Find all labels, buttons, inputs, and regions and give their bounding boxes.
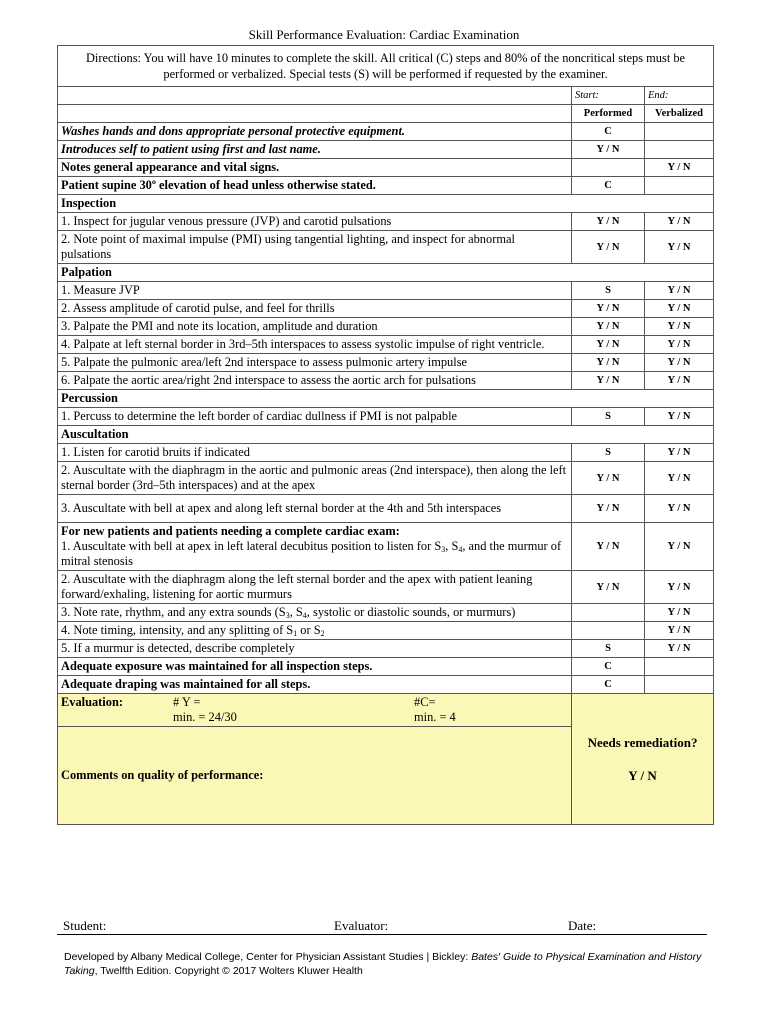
- step-text: 4. Palpate at left sternal border in 3rd–5th interspaces to assess systolic impulse of right ventricle.: [58, 336, 572, 354]
- remediation-cell: [572, 694, 714, 825]
- start-end-row: [58, 87, 714, 105]
- verbalized-cell: [645, 676, 714, 694]
- section-percussion: Percussion: [58, 390, 714, 408]
- performed-cell: Y / N: [572, 571, 645, 604]
- end-label: End:: [645, 87, 714, 105]
- verbalized-cell: Y / N: [645, 444, 714, 462]
- y-min-label: min. = 24/30: [173, 710, 237, 724]
- table-row: [58, 231, 714, 264]
- comments-label: Comments on quality of performance:: [61, 768, 264, 782]
- table-row: [58, 658, 714, 676]
- step-text: 6. Palpate the aortic area/right 2nd interspace to assess the aortic arch for pulsations: [58, 372, 572, 390]
- table-row: [58, 444, 714, 462]
- verbalized-cell: Y / N: [645, 282, 714, 300]
- verbalized-cell: Y / N: [645, 231, 714, 264]
- table-row: [58, 300, 714, 318]
- performed-cell: Y / N: [572, 354, 645, 372]
- step-text: 1. Measure JVP: [58, 282, 572, 300]
- table-row: [58, 676, 714, 694]
- verbalized-cell: Y / N: [645, 300, 714, 318]
- section-auscultation: Auscultation: [58, 426, 714, 444]
- page-title: Skill Performance Evaluation: Cardiac Examination: [248, 27, 520, 42]
- verbalized-cell: [645, 658, 714, 676]
- performed-cell: Y / N: [572, 141, 645, 159]
- evaluation-label: Evaluation:: [61, 695, 123, 709]
- step-text: [58, 622, 572, 640]
- step-text-b: or S: [297, 623, 321, 637]
- table-row: [58, 408, 714, 426]
- step-text: Adequate exposure was maintained for all inspection steps.: [58, 658, 572, 676]
- performed-cell: Y / N: [572, 318, 645, 336]
- table-row: [58, 604, 714, 622]
- section-row: [58, 390, 714, 408]
- col-verbalized: Verbalized: [645, 105, 714, 123]
- step-text-b: , S: [445, 539, 459, 553]
- table-row: [58, 336, 714, 354]
- subscript: 4: [458, 545, 463, 554]
- performed-cell: [572, 604, 645, 622]
- evaluation-cell: [58, 694, 572, 727]
- verbalized-cell: Y / N: [645, 462, 714, 495]
- directions-text: Directions: You will have 10 minutes to complete the skill. All critical (C) steps and 80% of the noncritical steps must be performed or verbalized. Special tests (S) will be performed if requested by the examiner.: [58, 46, 714, 87]
- section-inspection: Inspection: [58, 195, 714, 213]
- step-text: 5. Palpate the pulmonic area/left 2nd interspace to assess pulmonic artery impulse: [58, 354, 572, 372]
- step-text: 2. Assess amplitude of carotid pulse, and feel for thrills: [58, 300, 572, 318]
- table-row: [58, 523, 714, 571]
- performed-cell: C: [572, 676, 645, 694]
- table-row: [58, 622, 714, 640]
- table-row: [58, 177, 714, 195]
- verbalized-cell: Y / N: [645, 213, 714, 231]
- footer-book-title: Bates' Guide to Physical Examination and History Taking: [64, 951, 702, 977]
- step-text: 2. Auscultate with the diaphragm in the aortic and pulmonic areas (2nd interspace), then along the left sternal border (3rd–5th interspaces) and at the apex: [58, 462, 572, 495]
- verbalized-cell: [645, 141, 714, 159]
- footer-credit: [64, 950, 724, 978]
- verbalized-cell: Y / N: [645, 408, 714, 426]
- step-text-a: 3. Note rate, rhythm, and any extra sounds (S: [61, 605, 286, 619]
- step-text-c: , and the murmur of mitral stenosis: [61, 539, 562, 568]
- performed-cell: Y / N: [572, 523, 645, 571]
- step-text: Patient supine 30º elevation of head unless otherwise stated.: [58, 177, 572, 195]
- performed-cell: Y / N: [572, 495, 645, 523]
- table-row: [58, 462, 714, 495]
- evaluation-row: [58, 694, 714, 727]
- performed-cell: S: [572, 282, 645, 300]
- performed-cell: C: [572, 658, 645, 676]
- subscript: 4: [302, 611, 307, 620]
- footer-suffix: , Twelfth Edition. Copyright © 2017 Wolters Kluwer Health: [94, 965, 363, 977]
- performed-cell: [572, 622, 645, 640]
- performed-cell: S: [572, 444, 645, 462]
- table-row: [58, 495, 714, 523]
- table-row: [58, 372, 714, 390]
- verbalized-cell: Y / N: [645, 640, 714, 658]
- table-row: [58, 213, 714, 231]
- verbalized-cell: Y / N: [645, 523, 714, 571]
- performed-cell: Y / N: [572, 213, 645, 231]
- verbalized-cell: Y / N: [645, 159, 714, 177]
- step-text: [58, 523, 572, 571]
- verbalized-cell: Y / N: [645, 336, 714, 354]
- col-performed: Performed: [572, 105, 645, 123]
- table-row: [58, 354, 714, 372]
- step-text: 1. Percuss to determine the left border of cardiac dullness if PMI is not palpable: [58, 408, 572, 426]
- verbalized-cell: Y / N: [645, 622, 714, 640]
- signature-line: [57, 916, 707, 935]
- table-row: [58, 640, 714, 658]
- verbalized-cell: Y / N: [645, 354, 714, 372]
- table-row: [58, 141, 714, 159]
- performed-cell: S: [572, 640, 645, 658]
- subscript: 2: [320, 629, 325, 638]
- section-palpation: Palpation: [58, 264, 714, 282]
- step-text: Notes general appearance and vital signs.: [58, 159, 572, 177]
- table-row: [58, 123, 714, 141]
- student-label: Student:: [63, 918, 107, 933]
- table-row: [58, 159, 714, 177]
- step-text-a: 1. Auscultate with bell at apex in left lateral decubitus position to listen for S: [61, 539, 442, 553]
- directions-row: [58, 46, 714, 87]
- performed-cell: S: [572, 408, 645, 426]
- date-label: Date:: [568, 918, 597, 933]
- subscript: 1: [293, 629, 298, 638]
- step-text: 2. Auscultate with the diaphragm along the left sternal border and the apex with patient leaning forward/exhaling, listening for aortic murmurs: [58, 571, 572, 604]
- verbalized-cell: [645, 123, 714, 141]
- subscript: 3: [285, 611, 290, 620]
- step-text: 2. Note point of maximal impulse (PMI) using tangential lighting, and inspect for abnormal pulsations: [58, 231, 572, 264]
- section-new-patients: For new patients and patients needing a complete cardiac exam:: [61, 524, 400, 538]
- step-text-b: , S: [289, 605, 303, 619]
- step-text: 5. If a murmur is detected, describe completely: [58, 640, 572, 658]
- c-min-label: min. = 4: [414, 710, 456, 724]
- c-count-label: #C=: [414, 695, 436, 709]
- verbalized-cell: Y / N: [645, 604, 714, 622]
- performed-cell: Y / N: [572, 231, 645, 264]
- performed-cell: C: [572, 123, 645, 141]
- y-count-label: # Y =: [173, 695, 201, 709]
- needs-remediation-label: Needs remediation?: [587, 735, 698, 750]
- performed-cell: C: [572, 177, 645, 195]
- step-text-a: 4. Note timing, intensity, and any splitting of S: [61, 623, 294, 637]
- subscript: 3: [441, 545, 446, 554]
- section-row: [58, 426, 714, 444]
- column-header-row: [58, 105, 714, 123]
- verbalized-cell: Y / N: [645, 372, 714, 390]
- performed-cell: [572, 159, 645, 177]
- table-row: [58, 318, 714, 336]
- performed-cell: Y / N: [572, 336, 645, 354]
- verbalized-cell: Y / N: [645, 318, 714, 336]
- step-text: 3. Palpate the PMI and note its location, amplitude and duration: [58, 318, 572, 336]
- comments-cell[interactable]: [58, 727, 572, 825]
- step-text: Introduces self to patient using first and last name.: [58, 141, 572, 159]
- step-text: Washes hands and dons appropriate personal protective equipment.: [58, 123, 572, 141]
- evaluator-label: Evaluator:: [334, 918, 389, 933]
- footer-prefix: Developed by Albany Medical College, Center for Physician Assistant Studies | Bickley:: [64, 951, 472, 963]
- step-text: [58, 604, 572, 622]
- step-text: 1. Listen for carotid bruits if indicated: [58, 444, 572, 462]
- performed-cell: Y / N: [572, 372, 645, 390]
- step-text: 3. Auscultate with bell at apex and along left sternal border at the 4th and 5th interspaces: [58, 495, 572, 523]
- verbalized-cell: [645, 177, 714, 195]
- remediation-yn: Y / N: [628, 768, 657, 783]
- verbalized-cell: Y / N: [645, 495, 714, 523]
- table-row: [58, 571, 714, 604]
- step-text: Adequate draping was maintained for all steps.: [58, 676, 572, 694]
- verbalized-cell: Y / N: [645, 571, 714, 604]
- step-text: 1. Inspect for jugular venous pressure (JVP) and carotid pulsations: [58, 213, 572, 231]
- performed-cell: Y / N: [572, 300, 645, 318]
- section-row: [58, 195, 714, 213]
- start-label: Start:: [572, 87, 645, 105]
- table-row: [58, 282, 714, 300]
- section-row: [58, 264, 714, 282]
- performed-cell: Y / N: [572, 462, 645, 495]
- evaluation-form-table: [57, 45, 714, 825]
- step-text-c: , systolic or diastolic sounds, or murmurs): [306, 605, 516, 619]
